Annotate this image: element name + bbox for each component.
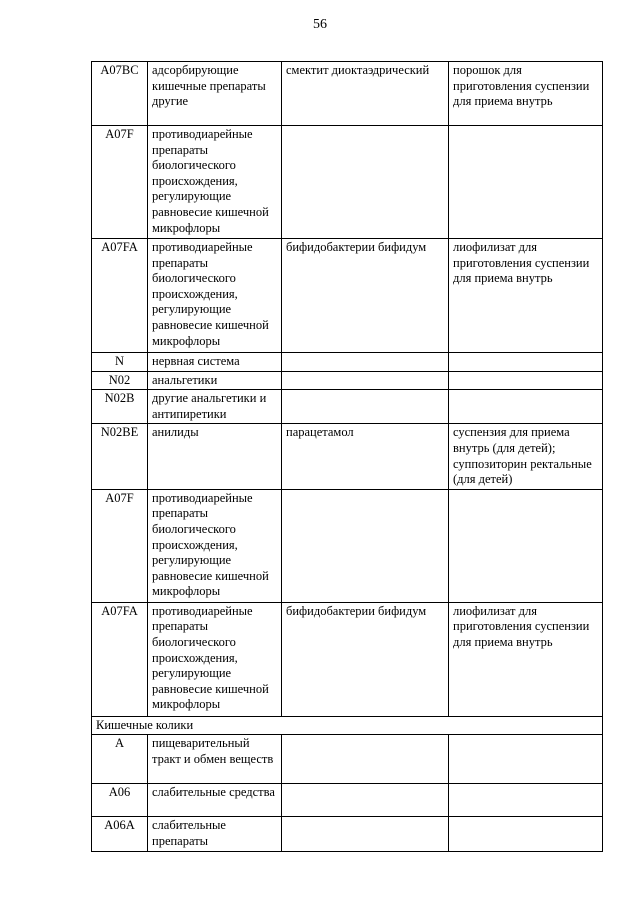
table-row	[92, 602, 603, 716]
substance-cell: парацетамол	[282, 424, 449, 489]
atc-code-cell: N02B	[92, 390, 148, 424]
table-row	[92, 735, 603, 784]
dosage-form-cell	[449, 126, 603, 239]
table-row	[92, 390, 603, 424]
table-row	[92, 62, 603, 126]
group-name-cell: противодиарейные препараты биологического происхождения, регулирующие равновесие кишечной микрофлоры	[148, 602, 282, 716]
group-name-cell: нервная система	[148, 353, 282, 372]
dosage-form-cell	[449, 489, 603, 602]
atc-code-cell: N02	[92, 371, 148, 390]
atc-code-cell: A06A	[92, 817, 148, 851]
group-name-cell: противодиарейные препараты биологического происхождения, регулирующие равновесие кишечной микрофлоры	[148, 126, 282, 239]
substance-cell	[282, 817, 449, 851]
table-row	[92, 353, 603, 372]
page-number: 56	[313, 17, 327, 32]
substance-cell	[282, 784, 449, 817]
atc-code-cell: A07FA	[92, 602, 148, 716]
table-row	[92, 784, 603, 817]
atc-code-cell: A07FA	[92, 239, 148, 353]
group-name-cell: противодиарейные препараты биологического происхождения, регулирующие равновесие кишечной микрофлоры	[148, 239, 282, 353]
dosage-form-cell	[449, 353, 603, 372]
atc-code-cell: N	[92, 353, 148, 372]
drug-classification-table	[91, 61, 603, 852]
atc-code-cell: A07BC	[92, 62, 148, 126]
substance-cell: бифидобактерии бифидум	[282, 602, 449, 716]
dosage-form-cell: лиофилизат для приготовления суспензии для приема внутрь	[449, 239, 603, 353]
atc-code-cell: A07F	[92, 126, 148, 239]
dosage-form-cell	[449, 371, 603, 390]
atc-code-cell: N02BE	[92, 424, 148, 489]
group-name-cell: анальгетики	[148, 371, 282, 390]
substance-cell	[282, 371, 449, 390]
dosage-form-cell: порошок для приготовления суспензии для приема внутрь	[449, 62, 603, 126]
substance-cell: смектит диоктаэдрический	[282, 62, 449, 126]
substance-cell	[282, 390, 449, 424]
group-name-cell: слабительные средства	[148, 784, 282, 817]
atc-code-cell: A07F	[92, 489, 148, 602]
substance-cell: бифидобактерии бифидум	[282, 239, 449, 353]
table-row	[92, 424, 603, 489]
table-row	[92, 489, 603, 602]
dosage-form-cell: лиофилизат для приготовления суспензии для приема внутрь	[449, 602, 603, 716]
group-name-cell: пищеварительный тракт и обмен веществ	[148, 735, 282, 784]
table-row	[92, 239, 603, 353]
substance-cell	[282, 735, 449, 784]
substance-cell	[282, 489, 449, 602]
section-heading: Кишечные колики	[92, 716, 603, 735]
group-name-cell: слабительные препараты	[148, 817, 282, 851]
dosage-form-cell	[449, 784, 603, 817]
table-row	[92, 126, 603, 239]
atc-code-cell: A06	[92, 784, 148, 817]
atc-code-cell: A	[92, 735, 148, 784]
dosage-form-cell: суспензия для приема внутрь (для детей); суппозиторин ректальные (для детей)	[449, 424, 603, 489]
table-row	[92, 371, 603, 390]
group-name-cell: другие анальгетики и антипиретики	[148, 390, 282, 424]
group-name-cell: противодиарейные препараты биологического происхождения, регулирующие равновесие кишечной микрофлоры	[148, 489, 282, 602]
group-name-cell: анилиды	[148, 424, 282, 489]
table-row	[92, 817, 603, 851]
dosage-form-cell	[449, 390, 603, 424]
dosage-form-cell	[449, 735, 603, 784]
dosage-form-cell	[449, 817, 603, 851]
section-heading-row	[92, 716, 603, 735]
substance-cell	[282, 353, 449, 372]
substance-cell	[282, 126, 449, 239]
group-name-cell: адсорбирующие кишечные препараты другие	[148, 62, 282, 126]
